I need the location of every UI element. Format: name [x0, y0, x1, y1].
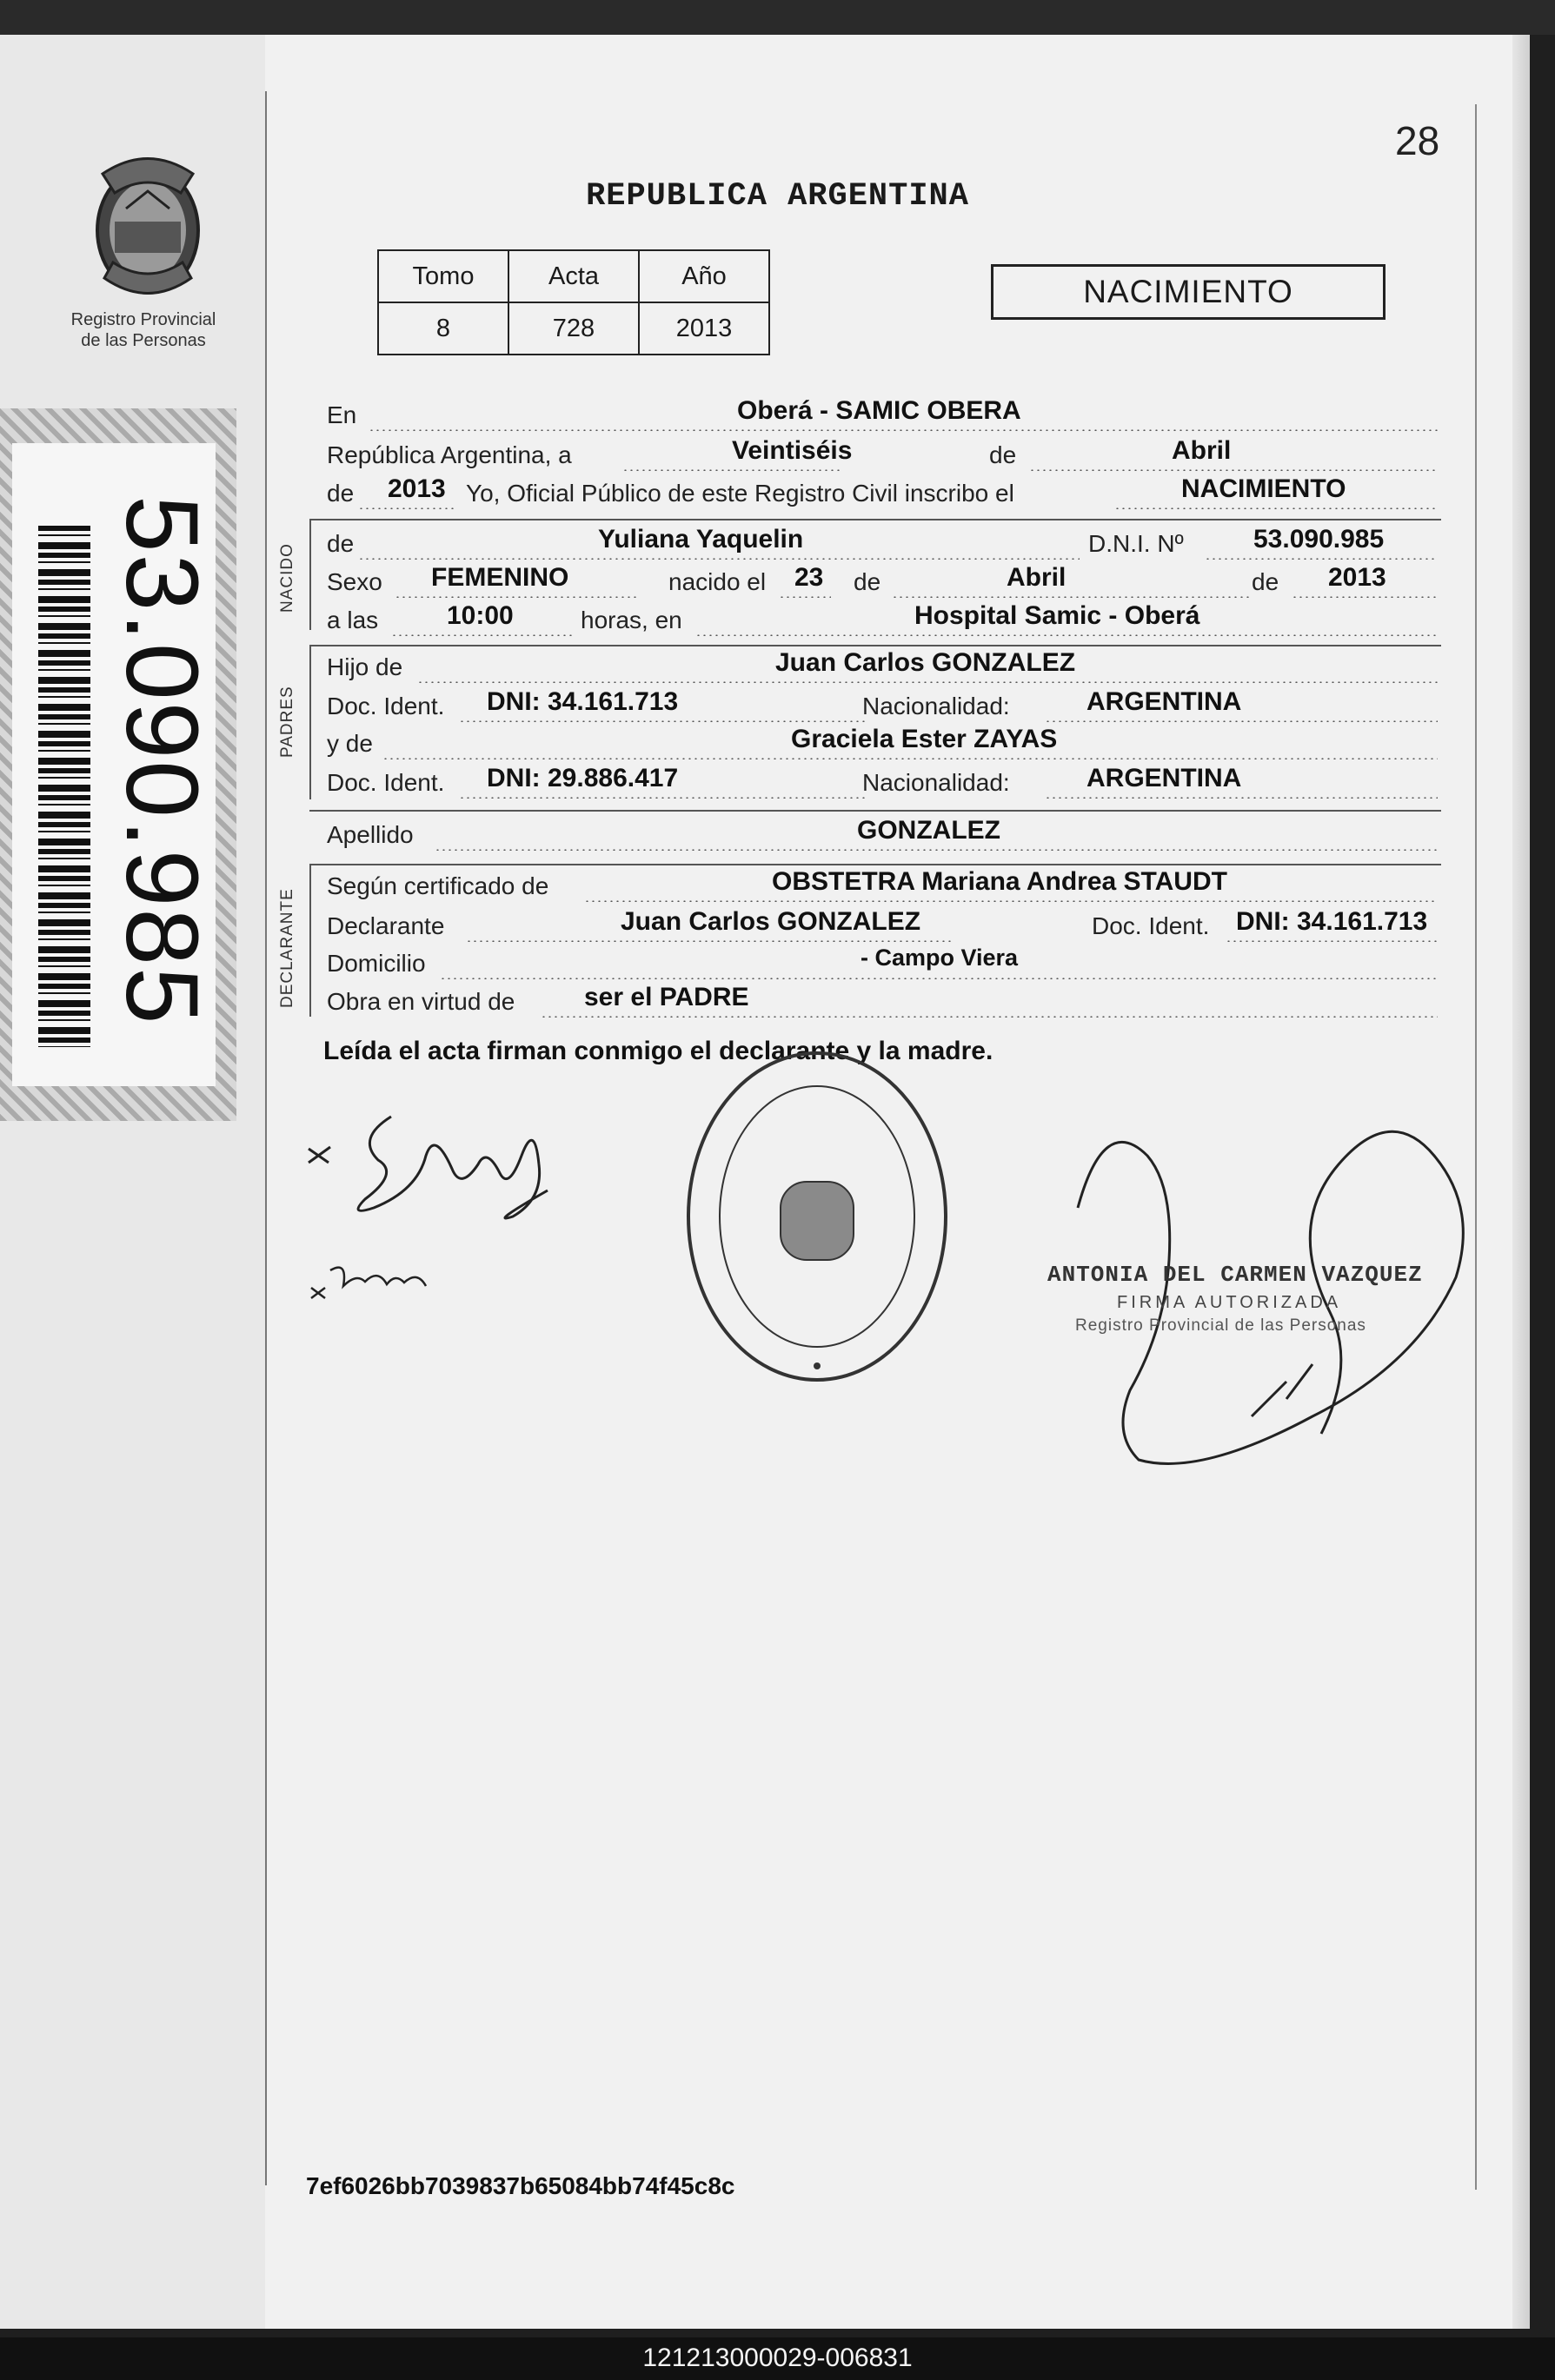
registro-line-2: de las Personas — [81, 331, 206, 350]
nacido-lugar: Hospital Samic - Oberá — [914, 601, 1200, 630]
line-hora — [327, 601, 1439, 638]
line-certificado — [327, 867, 1439, 904]
horas-en-label: horas, en — [581, 607, 682, 633]
document-hash: 7ef6026bb7039837b65084bb74f45c8c — [306, 2172, 735, 2199]
page-number: 28 — [1395, 118, 1440, 163]
line-declarante — [327, 907, 1439, 944]
anio-label: Año — [639, 250, 769, 302]
line-apellido — [327, 816, 1439, 852]
nacido-nombre: Yuliana Yaquelin — [598, 525, 804, 554]
firma-autorizada: FIRMA AUTORIZADA — [1117, 1293, 1342, 1312]
line-madre-doc — [327, 764, 1439, 800]
registro-label — [52, 309, 235, 351]
republica-label: República Argentina, a — [327, 441, 572, 468]
barcode-number: 53.090.985 — [104, 495, 219, 1026]
certificado-value: OBSTETRA Mariana Andrea STAUDT — [772, 867, 1227, 896]
left-margin-strip — [0, 35, 265, 2329]
padre-doc: DNI: 34.161.713 — [487, 687, 679, 716]
official-seal-icon — [678, 1043, 956, 1390]
page-edge — [1512, 35, 1530, 2329]
nombre-de-label: de — [327, 530, 355, 557]
madre-nac-label: Nacionalidad: — [862, 769, 1010, 796]
inscribo-text: Yo, Oficial Público de este Registro Civil inscribo el — [466, 480, 1014, 507]
nacido-el-label: nacido el — [668, 568, 767, 595]
anio-inscripcion: 2013 — [388, 474, 446, 503]
hijo-de-label: Hijo de — [327, 653, 403, 680]
nacido-de-label: de — [854, 568, 881, 595]
line-padre-doc — [327, 687, 1439, 724]
nacido-de-label-2: de — [1252, 568, 1279, 595]
barcode-panel — [0, 408, 236, 1121]
dia-texto: Veintiséis — [732, 436, 853, 465]
padre-nac-label: Nacionalidad: — [862, 693, 1010, 719]
dni-label: D.N.I. Nº — [1088, 530, 1184, 557]
apellido-label: Apellido — [327, 821, 414, 848]
mes-texto: Abril — [1172, 436, 1232, 465]
barcode-icon — [38, 526, 90, 1047]
certificado-label: Según certificado de — [327, 872, 549, 899]
declarante-label: Declarante — [327, 912, 445, 939]
domicilio-label: Domicilio — [327, 950, 426, 977]
page-title: REPUBLICA ARGENTINA — [586, 178, 969, 215]
margin-rule — [265, 91, 267, 2185]
obra-value: ser el PADRE — [584, 983, 749, 1011]
nacido-mes: Abril — [1007, 563, 1067, 592]
padre-doc-label: Doc. Ident. — [327, 693, 445, 719]
nacido-hora: 10:00 — [447, 601, 514, 630]
line-obra — [327, 983, 1439, 1019]
section-nacido-label: NACIDO — [278, 543, 296, 613]
firma-nombre: ANTONIA DEL CARMEN VAZQUEZ — [1047, 1262, 1423, 1288]
line-nombre — [327, 525, 1439, 561]
line-fecha — [327, 436, 1439, 473]
padre-nombre: Juan Carlos GONZALEZ — [775, 648, 1076, 677]
de2-label: de — [327, 480, 355, 507]
madre-doc-label: Doc. Ident. — [327, 769, 445, 796]
anio-value: 2013 — [639, 302, 769, 355]
domicilio-value: - Campo Viera — [861, 945, 1019, 971]
de-label: de — [989, 441, 1017, 468]
handwritten-signatures — [296, 1086, 582, 1303]
apellido-value: GONZALEZ — [857, 816, 1000, 845]
line-madre — [327, 725, 1439, 761]
madre-nombre: Graciela Ester ZAYAS — [791, 725, 1058, 753]
sexo-label: Sexo — [327, 568, 382, 595]
nacido-sexo: FEMENINO — [431, 563, 569, 592]
declarante-doc-label: Doc. Ident. — [1092, 912, 1210, 939]
line-padre — [327, 648, 1439, 685]
madre-doc: DNI: 29.886.417 — [487, 764, 679, 792]
registro-line-1: Registro Provincial — [70, 310, 216, 329]
nacido-anio: 2013 — [1328, 563, 1386, 592]
declarante-nombre: Juan Carlos GONZALEZ — [621, 907, 921, 936]
line-inscribo — [327, 474, 1439, 511]
section-declarante-label: DECLARANTE — [278, 888, 296, 1008]
closing-statement: Leída el acta firman conmigo el declarante y la madre. — [323, 1037, 993, 1065]
acta-label: Acta — [508, 250, 639, 302]
line-domicilio — [327, 945, 1439, 981]
footer-code: 121213000029-006831 — [642, 2344, 913, 2372]
tomo-value: 8 — [378, 302, 508, 355]
inscribo-value: NACIMIENTO — [1181, 474, 1346, 503]
nacido-dia: 23 — [794, 563, 824, 592]
misiones-coat-of-arms-icon — [78, 148, 217, 304]
scan-background-top — [0, 0, 1555, 35]
barcode-label — [12, 443, 219, 1086]
book-reference-table — [377, 249, 770, 355]
padre-nacionalidad: ARGENTINA — [1087, 687, 1242, 716]
line-sexo — [327, 563, 1439, 600]
acta-value: 728 — [508, 302, 639, 355]
madre-nacionalidad: ARGENTINA — [1087, 764, 1242, 792]
nacido-dni: 53.090.985 — [1253, 525, 1385, 554]
record-type-box: NACIMIENTO — [991, 264, 1386, 320]
line-en — [327, 396, 1439, 433]
tomo-label: Tomo — [378, 250, 508, 302]
en-label: En — [327, 401, 357, 428]
en-value: Oberá - SAMIC OBERA — [737, 396, 1021, 425]
declarante-doc: DNI: 34.161.713 — [1236, 907, 1428, 936]
y-de-label: y de — [327, 730, 373, 757]
section-padres-label: PADRES — [278, 686, 296, 758]
hora-label: a las — [327, 607, 379, 633]
obra-label: Obra en virtud de — [327, 988, 515, 1015]
firma-registro: Registro Provincial de las Personas — [1075, 1316, 1366, 1335]
